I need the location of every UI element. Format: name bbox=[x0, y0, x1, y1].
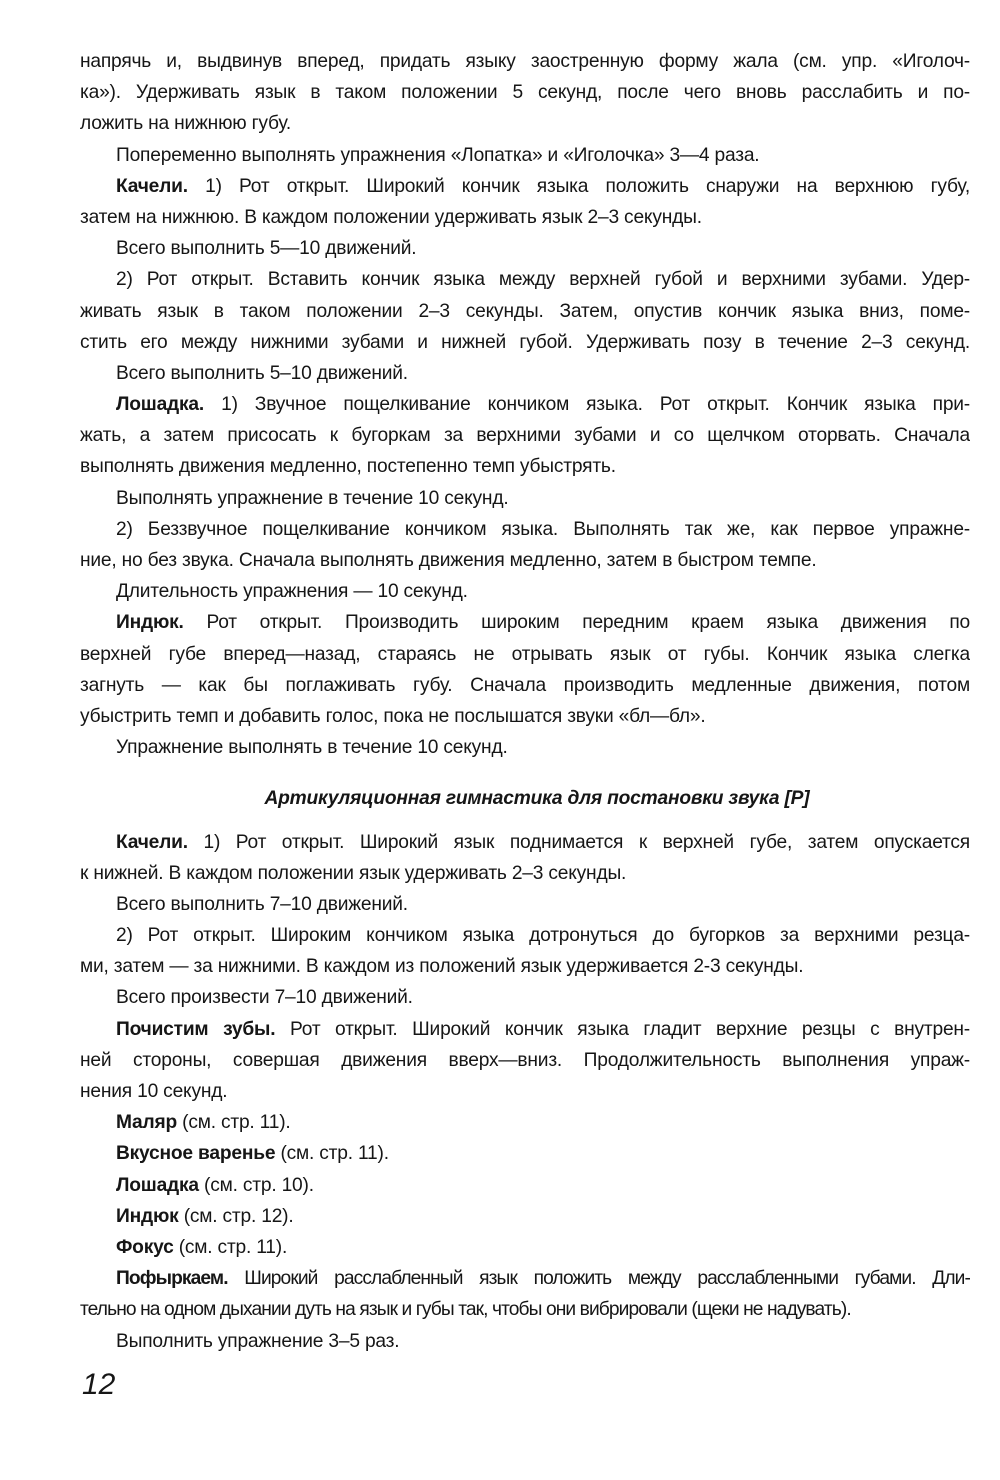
text-line: 2) Беззвучное пощелкивание кончиком языка. Выполнять так же, как первое упражне- bbox=[116, 518, 970, 540]
exercise-text: Широкий расслабленный язык положить между расслабленными губами. Дли- bbox=[227, 1268, 970, 1290]
text-line: ней стороны, совершая движения вверх—вниз. Продолжительность выполнения упраж- bbox=[80, 1049, 970, 1071]
text-line: 2) Рот открыт. Широким кончиком языка дотронуться до бугорков за верхними резца- bbox=[116, 925, 970, 947]
exercise-ref: (см. стр. 11). bbox=[177, 1112, 291, 1134]
exercise-ref-loshadka bbox=[80, 1170, 970, 1201]
exercise-title: Индюк bbox=[116, 1205, 179, 1227]
exercise-ref: (см. стр. 12). bbox=[178, 1205, 294, 1227]
exercise-pochistim-zuby bbox=[80, 1014, 970, 1045]
text-line: ми, затем — за нижними. В каждом из положений язык удерживается 2-3 секунды. bbox=[80, 956, 804, 978]
text-line: Всего выполнить 5–10 движений. bbox=[116, 362, 408, 384]
exercise-text: 1) Звучное пощелкивание кончиком языка. Рот открыт. Кончик языка при- bbox=[204, 394, 970, 416]
exercise-title: Лошадка. bbox=[116, 394, 205, 416]
exercise-loshadka bbox=[80, 389, 970, 420]
exercise-indyuk bbox=[80, 607, 970, 638]
text-line: Всего произвести 7–10 движений. bbox=[116, 987, 413, 1009]
text-line: нения 10 секунд. bbox=[80, 1081, 228, 1102]
exercise-ref-varenye bbox=[80, 1138, 970, 1169]
text-line: 2) Рот открыт. Вставить кончик языка между верхней губой и верхними зубами. Удер- bbox=[116, 269, 970, 291]
text-line: живать язык в таком положении 2–3 секунды. Затем, опустив кончик языка вниз, поме- bbox=[80, 300, 970, 322]
text-line: Всего выполнить 7–10 движений. bbox=[116, 893, 408, 915]
text-line: затем на нижнюю. В каждом положении удерживать язык 2–3 секунды. bbox=[80, 206, 702, 228]
text-line: выполнять движения медленно, постепенно темп убыстрять. bbox=[80, 456, 616, 478]
text-line: верхней губе вперед—назад, стараясь не отрывать язык от губы. Кончик языка слегка bbox=[80, 643, 970, 665]
text-line: ка»). Удерживать язык в таком положении 5 секунд, после чего вновь расслабить и по- bbox=[80, 82, 970, 104]
exercise-ref-indyuk bbox=[80, 1201, 970, 1232]
text-line: убыстрить темп и добавить голос, пока не послышатся звуки «бл—бл». bbox=[80, 705, 706, 727]
text-line: Упражнение выполнять в течение 10 секунд. bbox=[116, 737, 508, 759]
text-line: стить его между нижними зубами и нижней губой. Удерживать позу в течение 2–3 секунд. bbox=[80, 331, 970, 353]
exercise-text: 1) Рот открыт. Широкий язык поднимается к верхней губе, затем опускается bbox=[187, 831, 970, 853]
exercise-kacheli bbox=[80, 171, 970, 202]
exercise-ref: (см. стр. 11). bbox=[275, 1143, 389, 1165]
text-line: ложить на нижнюю губу. bbox=[80, 113, 291, 135]
document-page bbox=[80, 46, 970, 1357]
exercise-title: Качели. bbox=[116, 831, 188, 853]
exercise-ref: (см. стр. 10). bbox=[198, 1174, 314, 1196]
exercise-title: Лошадка bbox=[116, 1174, 199, 1196]
text-line: Всего выполнить 5—10 движений. bbox=[116, 238, 417, 260]
exercise-title: Фокус bbox=[116, 1236, 174, 1258]
text-line: Выполнять упражнение в течение 10 секунд. bbox=[116, 487, 509, 509]
exercise-ref: (см. стр. 11). bbox=[173, 1236, 288, 1258]
exercise-text: Рот открыт. Широкий кончик языка гладит верхние резцы с внутрен- bbox=[275, 1018, 970, 1040]
text-line: Длительность упражнения — 10 секунд. bbox=[116, 581, 468, 603]
page-number: 12 bbox=[82, 1368, 116, 1401]
exercise-title: Индюк. bbox=[116, 612, 184, 634]
exercise-text: 1) Рот открыт. Широкий кончик языка положить снаружи на верхнюю губу, bbox=[187, 175, 970, 197]
exercise-title: Маляр bbox=[116, 1112, 177, 1134]
exercise-ref-malyar bbox=[80, 1107, 970, 1138]
text-line: загнуть — как бы поглаживать губу. Сначала производить медленные движения, потом bbox=[80, 674, 970, 696]
exercise-kacheli-r bbox=[80, 827, 970, 858]
section-heading: Артикуляционная гимнастика для постановки звука [Р] bbox=[264, 788, 810, 810]
text-line: тельно на одном дыхании дуть на язык и губы так, чтобы они вибрировали (щеки не надувать). bbox=[80, 1299, 851, 1321]
exercise-title: Пофыркаем. bbox=[116, 1268, 228, 1290]
exercise-title: Качели. bbox=[116, 175, 188, 197]
exercise-title: Почистим зубы. bbox=[116, 1018, 276, 1040]
text-line: Попеременно выполнять упражнения «Лопатка» и «Иголочка» 3—4 раза. bbox=[116, 144, 760, 166]
text-line: жать, а затем присосать к бугоркам за верхними зубами и со щелчком оторвать. Сначала bbox=[80, 425, 970, 447]
exercise-text: Рот открыт. Производить широким передним краем языка движения по bbox=[183, 612, 970, 634]
text-line: напрячь и, выдвинув вперед, придать языку заостренную форму жала (см. упр. «Иголоч- bbox=[80, 51, 970, 72]
text-line: Выполнить упражнение 3–5 раз. bbox=[116, 1330, 400, 1352]
exercise-title: Вкусное варенье bbox=[116, 1143, 276, 1165]
text-line: ние, но без звука. Сначала выполнять движения медленно, затем в быстром темпе. bbox=[80, 550, 817, 571]
text-line: к нижней. В каждом положении язык удерживать 2–3 секунды. bbox=[80, 862, 627, 884]
exercise-ref-fokus bbox=[80, 1232, 970, 1263]
exercise-pofyrkaem bbox=[80, 1263, 970, 1294]
